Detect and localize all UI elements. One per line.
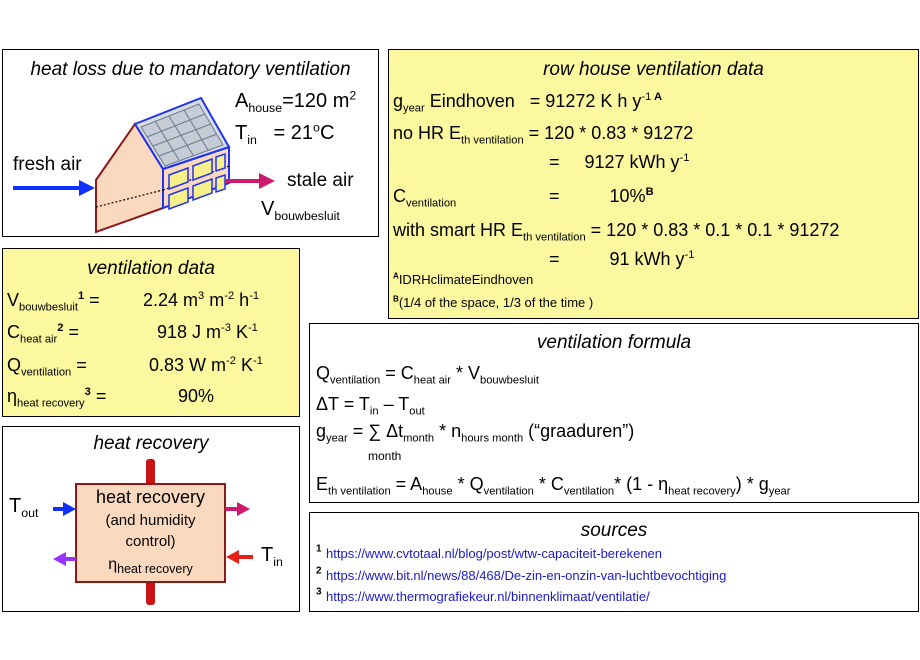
- unit-line-1: heat recovery: [95, 487, 206, 507]
- c-ventilation-value: = 10%$^B$: [549, 186, 654, 206]
- formula-panel: [309, 323, 919, 503]
- source-item-2: $^2$ https://www.bit.nl/news/88/468/De-zin-en-onzin-van-luchtbevochtiging: [316, 565, 727, 583]
- c-heat-air-value: 918 J $m^{-3}$ $K^{-1}$: [157, 322, 258, 342]
- stale-air-label: stale air: [287, 170, 354, 191]
- c-ventilation-line: $C_{ventilation}$: [393, 186, 457, 210]
- source-item-3: $^3$ https://www.thermografiekeur.nl/binnenklimaat/ventilatie/: [316, 586, 650, 604]
- heat-recovery-title: heat recovery: [93, 433, 209, 454]
- ventilation-data-title: ventilation data: [87, 258, 215, 279]
- stale-air-arrow: [259, 173, 275, 189]
- c-heat-air-row: $C_{heat air}^2$ =: [7, 322, 79, 346]
- t-in-label: $T_{in}$ = $21^oC$: [235, 120, 335, 147]
- sources-panel: [309, 512, 919, 612]
- v-bouwbesluit-value: 2.24 $m^3$ $m^{-2}$ $h^{-1}$: [143, 290, 260, 310]
- formula-e-th: $E_{th ventilation} = A_{house} * Q_{ventilation} * C_{ventilation}*$ $(1 - \eta_{heat recovery}) * g_{year}$: [316, 474, 791, 498]
- no-hr-result: = 9127 kWh $y^{-1}$: [549, 152, 690, 172]
- formula-delta-t: $\Delta T = T_{in} - T_{out}$: [316, 394, 425, 418]
- footnote-a: $^A$IDRHclimateEindhoven: [393, 271, 534, 287]
- sum-subscript: month: [368, 449, 402, 463]
- unit-line-3: control): [125, 533, 176, 550]
- g-year-line: $g_{year}$ Eindhoven = 91272 K h $y^{-1}$ $^A$: [393, 91, 663, 115]
- formula-title: ventilation formula: [536, 332, 692, 353]
- pipe-top: [146, 459, 155, 487]
- heat-recovery-panel: [2, 426, 300, 612]
- q-ventilation-value: 0.83 W $m^{-2}$ $K^{-1}$: [149, 355, 263, 375]
- eta-value: 90%: [178, 386, 215, 406]
- t-out-label: $T_{out}$: [9, 495, 39, 520]
- row-house-panel: [388, 49, 919, 319]
- t-in-arrow: [226, 550, 239, 564]
- smart-hr-result: = 91 kWh $y^{-1}$: [549, 249, 695, 269]
- fresh-air-label: fresh air: [13, 154, 82, 175]
- sources-title: sources: [580, 520, 648, 541]
- v-bouwbesluit-row: $V_{bouwbesluit}^1$ =: [7, 290, 100, 314]
- smart-hr-line: with smart HR $E_{th ventilation} = 120 * 0.83 * 0.1 * 0.1 * 91272$: [393, 220, 840, 244]
- unit-eta: $\eta_{heat recovery}$: [108, 556, 193, 577]
- eta-row: $\eta_{heat recovery}^3$ =: [7, 386, 107, 410]
- supply-arrow: [53, 552, 66, 566]
- footnote-b: $^B$(1/4 of the space, 1/3 of the time ): [393, 294, 594, 310]
- source-item-1: $^1$ https://www.cvtotaal.nl/blog/post/wtw-capaciteit-berekenen: [316, 543, 663, 561]
- no-hr-line: no HR $E_{th ventilation} = 120 * 0.83 * 91272$: [393, 123, 694, 147]
- v-bouwbesluit-label: $V_{bouwbesluit}$: [261, 198, 340, 223]
- ventilation-data-panel: [2, 248, 300, 417]
- t-in-label-recovery: $T_{in}$: [261, 544, 283, 569]
- q-ventilation-row: $Q_{ventilation}$ =: [7, 355, 87, 379]
- heat-loss-panel: [2, 49, 379, 237]
- formula-g-year: $g_{year}$ = ∑ $\Delta t_{month} * n_{hours month}$ (“graaduren”): [316, 421, 635, 445]
- source-link-1[interactable]: https://www.cvtotaal.nl/blog/post/wtw-capaciteit-berekenen: [326, 546, 663, 561]
- row-house-title: row house ventilation data: [543, 59, 764, 80]
- exhaust-arrow: [237, 502, 250, 516]
- source-link-2[interactable]: https://www.bit.nl/news/88/468/De-zin-en-onzin-van-luchtbevochtiging: [326, 568, 727, 583]
- unit-line-2: (and humidity: [105, 512, 196, 529]
- source-link-3[interactable]: https://www.thermografiekeur.nl/binnenklimaat/ventilatie/: [326, 589, 650, 604]
- t-out-arrow: [63, 502, 76, 516]
- formula-q: $Q_{ventilation} = C_{heat air} * V_{bouwbesluit}$: [316, 363, 539, 387]
- a-house-label: $A_{house}=120$ $m^2$: [235, 88, 357, 115]
- heat-loss-title: heat loss due to mandatory ventilation: [30, 59, 351, 80]
- fresh-air-arrow: [79, 180, 95, 196]
